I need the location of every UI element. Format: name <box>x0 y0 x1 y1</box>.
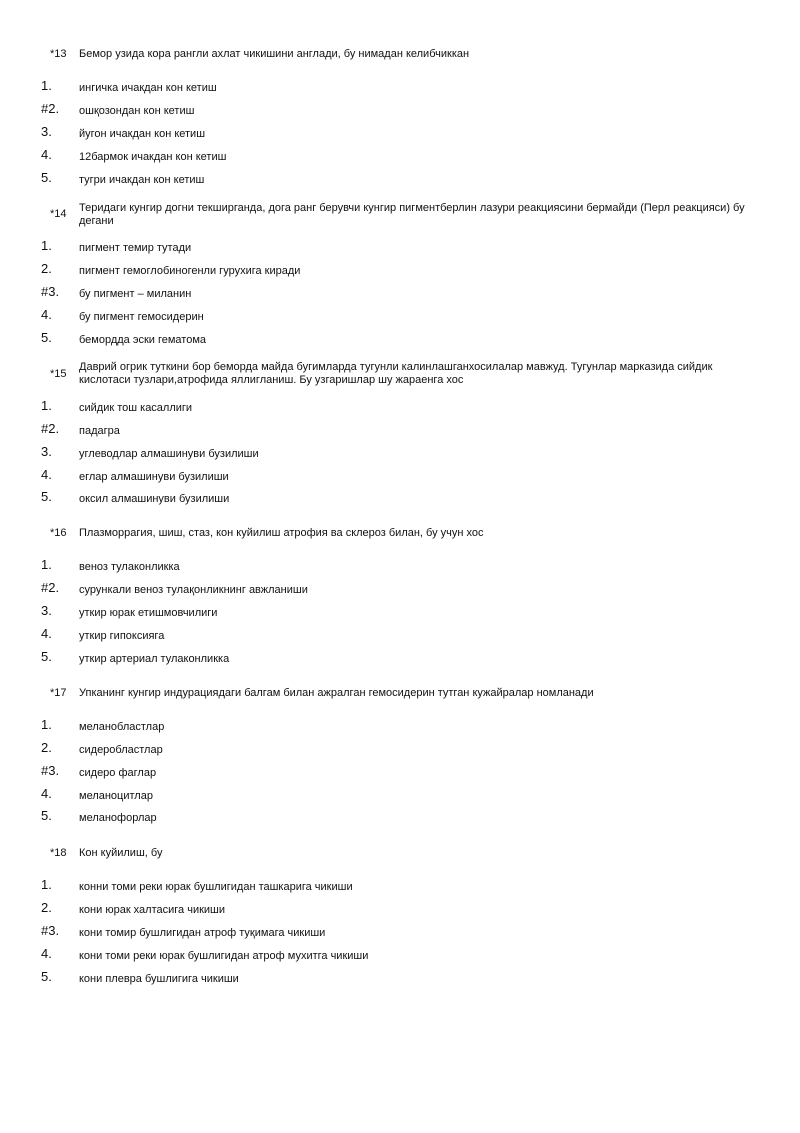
option-number: #2. <box>41 421 60 436</box>
answer-option <box>0 580 800 600</box>
option-text: бу пигмент – миланин <box>79 288 192 300</box>
question-text: Теридаги кунгир догни текширганда, дога ранг берувчи кунгир пигментберлин лазури реакциясини бермайди (Перл реакцияси) бу дегани <box>79 202 745 227</box>
option-text: кони томир бушлигидан атроф туқимага чикиши <box>79 927 326 939</box>
option-text: ошқозондан кон кетиш <box>79 105 195 117</box>
question-text: Бемор узида кора рангли ахлат чикишини англади, бу нимадан келибчиккан <box>79 48 470 60</box>
option-text: меланоцитлар <box>79 790 153 802</box>
answer-option <box>0 444 800 464</box>
option-number: 5. <box>41 489 52 504</box>
option-number: #2. <box>41 580 60 595</box>
option-text: веноз тулаконликка <box>79 561 180 573</box>
answer-option <box>0 467 800 487</box>
question-number: *16 <box>50 527 67 539</box>
option-number: 5. <box>41 170 52 185</box>
question-number: *15 <box>50 368 67 380</box>
question-number: *18 <box>50 847 67 859</box>
option-number: 4. <box>41 946 52 961</box>
option-number: #3. <box>41 763 60 778</box>
answer-option <box>0 147 800 167</box>
option-text: уткир юрак етишмовчилиги <box>79 607 218 619</box>
question-text: Упканинг кунгир индурациядаги балгам билан ажралган гемосидерин тутган кужайралар номланади <box>79 687 594 699</box>
option-number: 1. <box>41 877 52 892</box>
answer-option <box>0 124 800 144</box>
answer-option <box>0 877 800 897</box>
question-number: *14 <box>50 208 67 220</box>
option-number: 4. <box>41 786 52 801</box>
option-number: 1. <box>41 717 52 732</box>
option-number: 4. <box>41 307 52 322</box>
answer-option <box>0 808 800 828</box>
option-text: сийдик тош касаллиги <box>79 402 193 414</box>
option-number: 5. <box>41 330 52 345</box>
option-text: углеводлар алмашинуви бузилиши <box>79 448 259 460</box>
option-text: пигмент гемоглобиногенли гурухига киради <box>79 265 301 277</box>
answer-option <box>0 717 800 737</box>
question-text: Плазморрагия, шиш, стаз, кон куйилиш атрофия ва склероз билан, бу учун хос <box>79 527 484 539</box>
option-number: 2. <box>41 900 52 915</box>
option-number: 3. <box>41 124 52 139</box>
option-text: сурункали веноз тулақонликнинг авжланиши <box>79 584 308 596</box>
answer-option <box>0 284 800 304</box>
option-number: 5. <box>41 969 52 984</box>
answer-option <box>0 330 800 350</box>
option-text: бемордда эски гематома <box>79 334 207 346</box>
option-text: меланобластлар <box>79 721 165 733</box>
option-number: 1. <box>41 557 52 572</box>
answer-option <box>0 557 800 577</box>
answer-option <box>0 421 800 441</box>
option-text: еглар алмашинуви бузилиши <box>79 471 229 483</box>
option-text: кони плевра бушлигига чикиши <box>79 973 239 985</box>
question-text: Кон куйилиш, бу <box>79 847 163 859</box>
option-number: 1. <box>41 398 52 413</box>
option-number: #3. <box>41 923 60 938</box>
option-text: кони томи реки юрак бушлигидан атроф мухитга чикиши <box>79 950 369 962</box>
option-number: #3. <box>41 284 60 299</box>
option-number: #2. <box>41 101 60 116</box>
question-number: *17 <box>50 687 67 699</box>
option-number: 5. <box>41 649 52 664</box>
answer-option <box>0 740 800 760</box>
option-text: сидеро фаглар <box>79 767 157 779</box>
option-text: уткир гипоксияга <box>79 630 165 642</box>
option-text: кони юрак халтасига чикиши <box>79 904 226 916</box>
option-text: пигмент темир тутади <box>79 242 192 254</box>
answer-option <box>0 900 800 920</box>
answer-option <box>0 170 800 190</box>
answer-option <box>0 786 800 806</box>
option-number: 3. <box>41 603 52 618</box>
option-text: меланофорлар <box>79 812 157 824</box>
answer-option <box>0 626 800 646</box>
option-text: тугри ичакдан кон кетиш <box>79 174 205 186</box>
option-text: 12бармок ичакдан кон кетиш <box>79 151 227 163</box>
option-text: бу пигмент гемосидерин <box>79 311 204 323</box>
option-number: 1. <box>41 78 52 93</box>
question-number: *13 <box>50 48 67 60</box>
option-text: падагра <box>79 425 120 437</box>
answer-option <box>0 923 800 943</box>
answer-option <box>0 649 800 669</box>
option-number: 1. <box>41 238 52 253</box>
option-number: 4. <box>41 626 52 641</box>
answer-option <box>0 261 800 281</box>
answer-option <box>0 238 800 258</box>
option-number: 5. <box>41 808 52 823</box>
option-text: ингичка ичакдан кон кетиш <box>79 82 217 94</box>
option-text: йугон ичакдан кон кетиш <box>79 128 206 140</box>
answer-option <box>0 763 800 783</box>
option-text: уткир артериал тулаконликка <box>79 653 230 665</box>
option-number: 4. <box>41 147 52 162</box>
option-text: сидеробластлар <box>79 744 163 756</box>
answer-option <box>0 398 800 418</box>
option-number: 2. <box>41 740 52 755</box>
answer-option <box>0 78 800 98</box>
option-text: оксил алмашинуви бузилиши <box>79 493 230 505</box>
answer-option <box>0 101 800 121</box>
option-number: 3. <box>41 444 52 459</box>
answer-option <box>0 969 800 989</box>
question-text: Даврий огрик туткини бор беморда майда бугимларда тугунли калинлашганхосилалар мавжуд. Тугунлар марказида сийдик кислотаси тузлари,атрофида яллигланиш. Бу узгаришлар шу жараенга хос <box>79 361 713 386</box>
option-text: конни томи реки юрак бушлигидан ташкарига чикиши <box>79 881 353 893</box>
option-number: 2. <box>41 261 52 276</box>
answer-option <box>0 946 800 966</box>
answer-option <box>0 307 800 327</box>
option-number: 4. <box>41 467 52 482</box>
answer-option <box>0 603 800 623</box>
answer-option <box>0 489 800 509</box>
